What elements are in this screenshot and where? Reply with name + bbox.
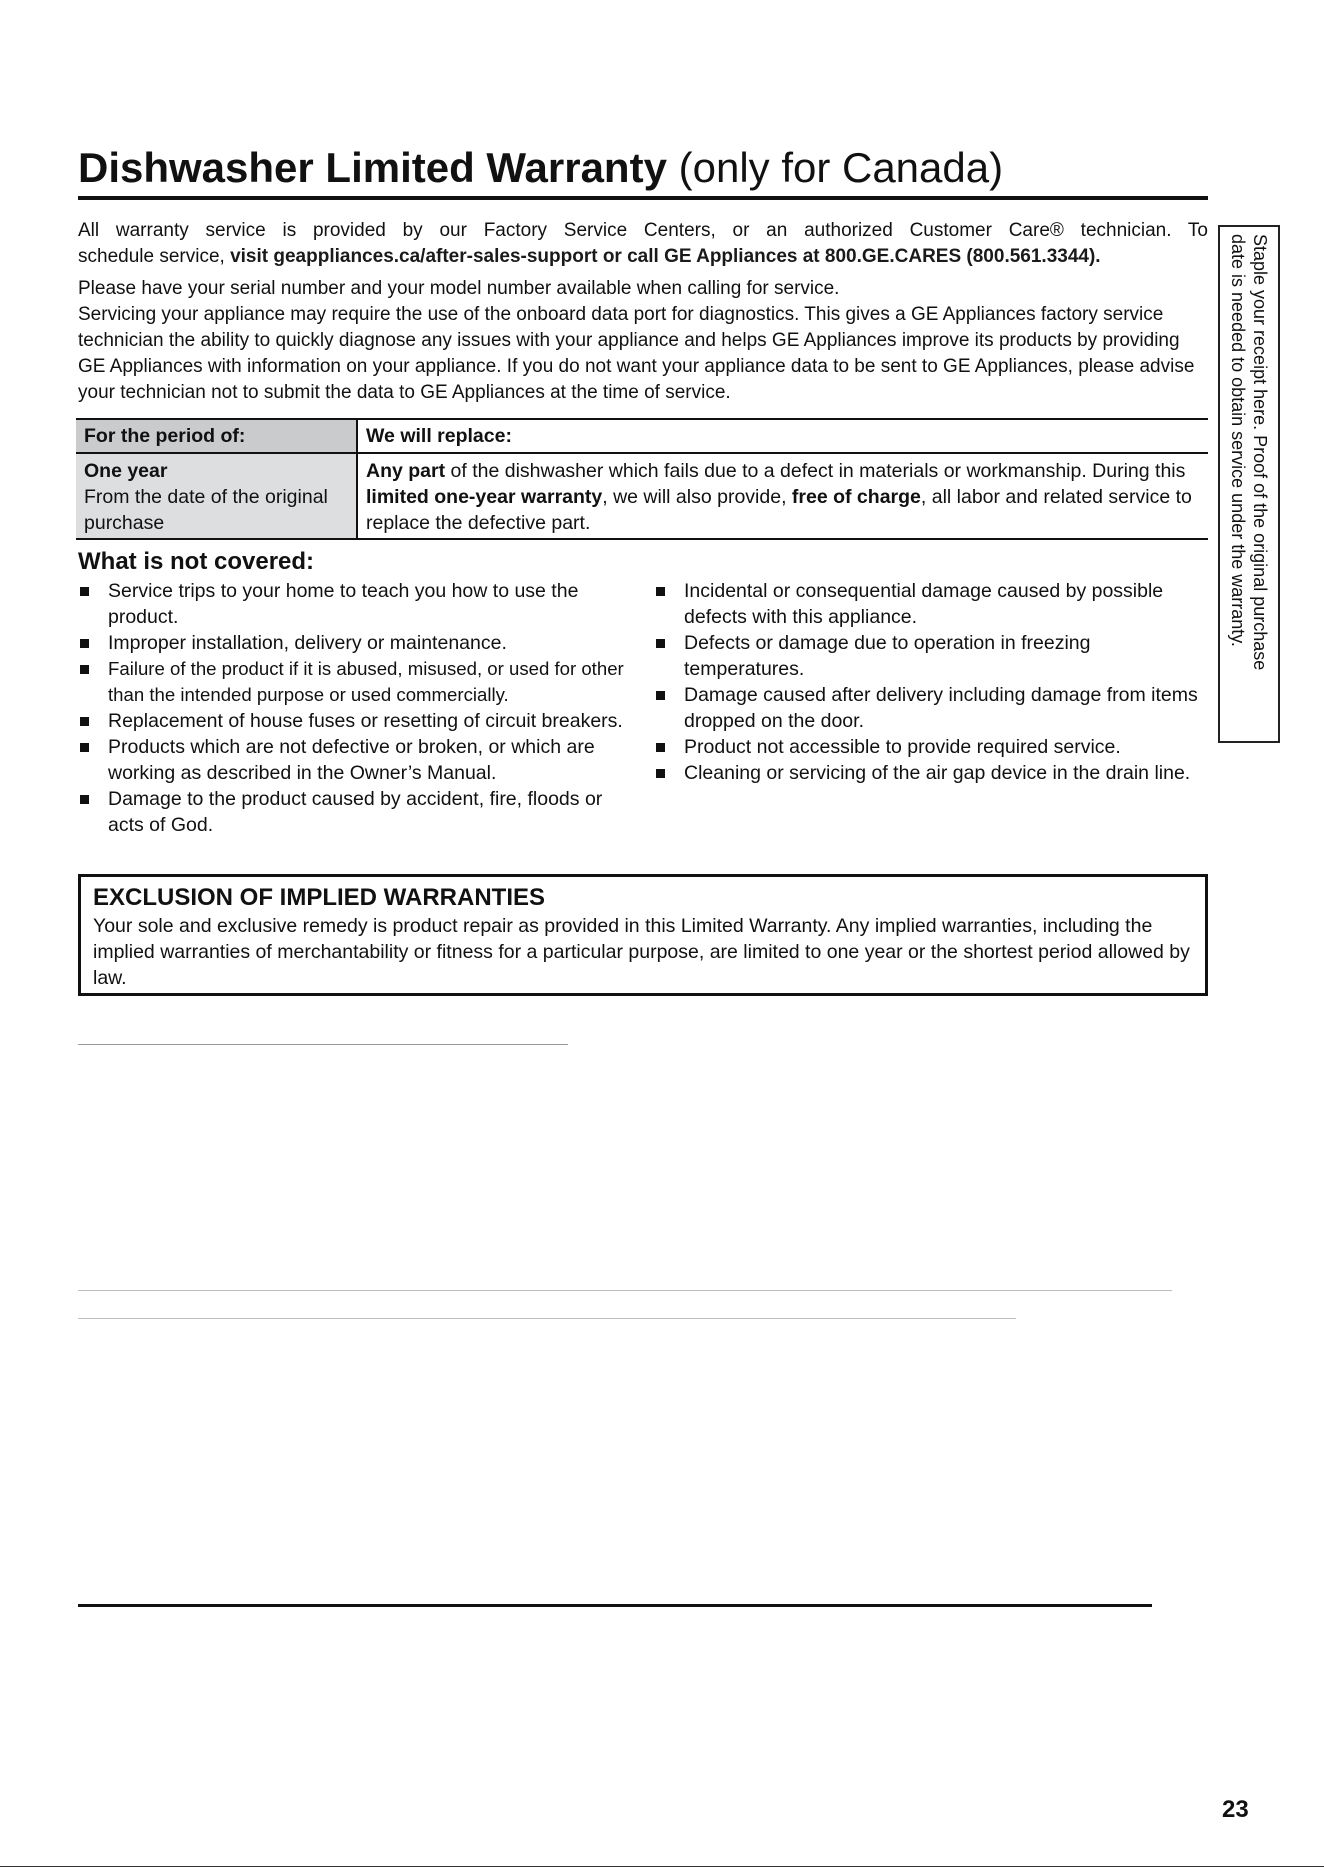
contact-info: visit geappliances.ca/after-sales-support or call GE Appliances at 800.GE.CARES (800.561.3344). <box>230 246 1101 267</box>
list-item-text: Service trips to your home to teach you how to use the product. <box>108 580 579 628</box>
bullet-icon <box>80 743 89 752</box>
bullet-icon <box>656 743 665 752</box>
list-item <box>78 630 638 656</box>
intro-line-2 <box>78 244 1208 270</box>
period-cell <box>76 453 357 539</box>
list-item-text: Cleaning or servicing of the air gap device in the drain line. <box>684 762 1191 784</box>
replace-limited-warranty: limited one-year warranty <box>366 486 603 508</box>
intro-data-port-note: Servicing your appliance may require the use of the onboard data port for diagnostics. This gives a GE Appliances factory service technician the ability to quickly diagnose any issues with your appliance and helps GE Appliances improve its products by providing GE Appliances with information on your appliance. If you do not want your appliance data to be sent to GE Appliances, please advise your technician not to submit the data to GE Appliances at the time of service. <box>78 304 1195 403</box>
not-covered-heading: What is not covered: <box>78 548 315 575</box>
bullet-icon <box>80 639 89 648</box>
receipt-note-box <box>1218 225 1280 743</box>
exclusion-title: EXCLUSION OF IMPLIED WARRANTIES <box>93 884 546 911</box>
bullet-icon <box>656 769 665 778</box>
not-covered-list-right <box>654 578 1214 786</box>
list-item-text: Damage to the product caused by accident, fire, floods or acts of God. <box>108 788 603 836</box>
bullet-icon <box>656 587 665 596</box>
exclusion-box <box>78 874 1208 996</box>
list-item <box>78 786 638 838</box>
list-item <box>654 682 1214 734</box>
receipt-note-line-1: Staple your receipt here. Proof of the original purchase <box>1250 234 1270 671</box>
period-description: From the date of the original purchase <box>84 486 328 534</box>
list-item <box>654 578 1214 630</box>
list-item <box>654 760 1214 786</box>
bullet-icon <box>80 587 89 596</box>
bullet-icon <box>80 717 89 726</box>
replace-cell <box>357 453 1208 539</box>
list-item-text: Damage caused after delivery including damage from items dropped on the door. <box>684 684 1198 732</box>
intro-line-1: All warranty service is provided by our Factory Service Centers, or an authorized Customer Care® technician. To <box>78 220 1208 241</box>
divider <box>78 1290 1172 1291</box>
title-bold: Dishwasher Limited Warranty <box>78 144 667 191</box>
list-item <box>78 708 638 734</box>
receipt-note <box>1227 234 1271 734</box>
divider <box>78 1318 1016 1319</box>
bullet-icon <box>656 691 665 700</box>
exclusion-body: Your sole and exclusive remedy is product repair as provided in this Limited Warranty. Any implied warranties, including the implied warranties of merchantability or fitness for a particular purpose, are limited to one year or the shortest period allowed by law. <box>93 915 1190 989</box>
warranty-table <box>76 418 1208 540</box>
title-rule <box>78 196 1208 200</box>
table-header-row <box>76 419 1208 453</box>
list-item-text: Product not accessible to provide required service. <box>684 736 1121 758</box>
list-item <box>78 656 638 708</box>
replace-text-2: , we will also provide, <box>602 486 792 508</box>
list-item <box>78 578 638 630</box>
replace-text-3: , all labor and related service to replace the defective part. <box>366 486 1192 534</box>
intro-line-2-a: schedule service, <box>78 246 231 267</box>
period-duration: One year <box>84 460 168 482</box>
divider <box>78 1604 1152 1607</box>
intro-section <box>78 218 1208 406</box>
list-item-text: Incidental or consequential damage caused by possible defects with this appliance. <box>684 580 1164 628</box>
bullet-icon <box>80 795 89 804</box>
list-item <box>654 734 1214 760</box>
intro-serial-note: Please have your serial number and your model number available when calling for service. <box>78 278 840 299</box>
list-item <box>78 734 638 786</box>
header-replace: We will replace: <box>366 425 512 447</box>
list-item-text: Improper installation, delivery or maintenance. <box>108 632 507 654</box>
list-item-text: Products which are not defective or broken, or which are working as described in the Owner’s Manual. <box>108 736 595 784</box>
not-covered-list-left <box>78 578 638 838</box>
replace-free-of-charge: free of charge <box>791 486 921 508</box>
bullet-icon <box>656 639 665 648</box>
bullet-icon <box>80 665 89 674</box>
header-period: For the period of: <box>76 419 357 453</box>
list-item-text: Defects or damage due to operation in freezing temperatures. <box>684 632 1091 680</box>
list-item-text: Failure of the product if it is abused, misused, or used for other than the intended purpose or used commercially. <box>108 658 624 705</box>
replace-any-part: Any part <box>366 460 446 482</box>
page-title <box>78 142 1208 194</box>
table-row <box>76 453 1208 539</box>
list-item <box>654 630 1214 682</box>
page-number: 23 <box>1222 1796 1249 1823</box>
replace-text-1: of the dishwasher which fails due to a defect in materials or workmanship. During this <box>445 460 1186 482</box>
divider <box>78 1044 568 1045</box>
title-qualifier: (only for Canada) <box>678 144 1004 191</box>
receipt-note-line-2: date is needed to obtain service under the warranty. <box>1228 234 1248 647</box>
divider <box>0 1866 1324 1867</box>
list-item-text: Replacement of house fuses or resetting of circuit breakers. <box>108 710 623 732</box>
